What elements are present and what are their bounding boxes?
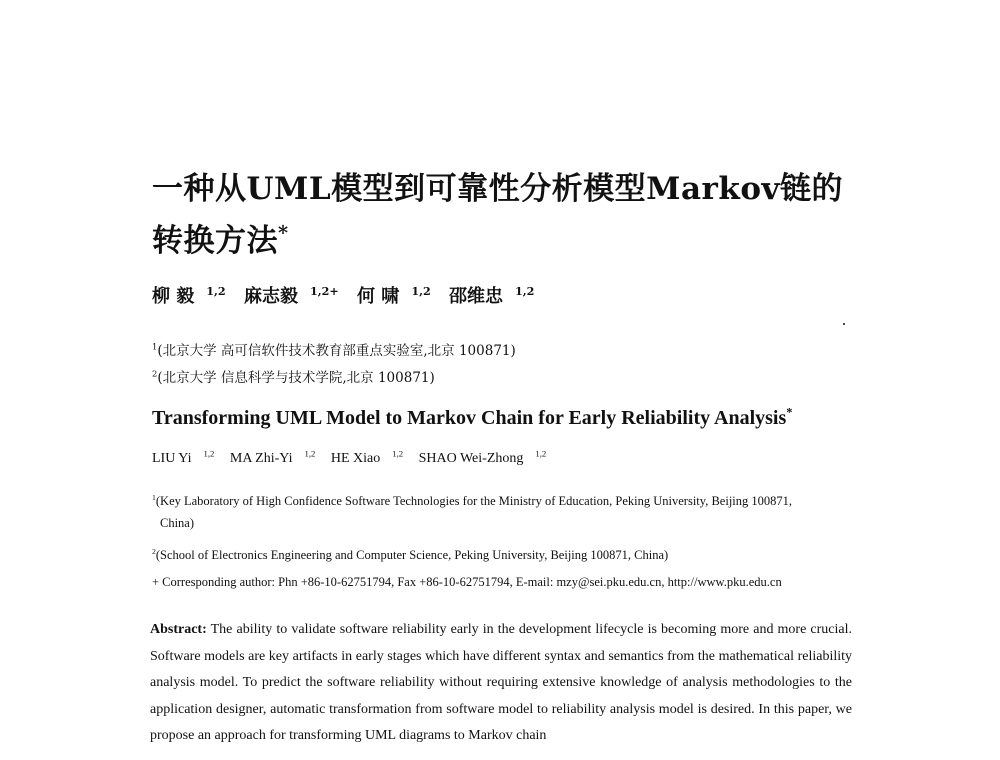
chinese-title	[152, 163, 872, 267]
author-en: MA Zhi-Yi $^{1,2}$	[229, 448, 316, 466]
english-title-text: Transforming UML Model to Markov Chain for Early Reliability Analysis	[152, 407, 787, 429]
chinese-title-text: 一种从UML模型到可靠性分析模型Markov链的转换方法	[152, 171, 844, 259]
chinese-affiliation: $^2$(北京大学 信息科学与技术学院,北京 100871)	[152, 368, 435, 386]
scan-speck	[843, 323, 845, 325]
author-en: SHAO Wei-Zhong $^{1,2}$	[418, 448, 547, 466]
english-affiliation: $^1$(Key Laboratory of High Confidence Software Technologies for the Ministry of Education, Peking University, Beijing 100871, China)	[152, 492, 793, 530]
author-cn: 柳 毅 $^{1,2}$	[152, 285, 226, 307]
abstract-label: Abstract:	[150, 622, 207, 637]
chinese-title-footnote-mark: *	[278, 221, 289, 245]
author-en: HE Xiao $^{1,2}$	[330, 448, 404, 466]
author-cn: 麻志毅 $^{1,2+}$	[243, 285, 339, 307]
english-affiliation: $^2$(School of Electronics Engineering and Computer Science, Peking University, Beijing 100871, China)	[152, 546, 669, 562]
english-authors	[152, 448, 558, 467]
author-cn: 邵维忠 $^{1,2}$	[449, 285, 535, 307]
author-en: LIU Yi $^{1,2}$	[152, 448, 215, 466]
english-title-footnote-mark: *	[786, 405, 793, 420]
abstract-text: The ability to validate software reliability early in the development lifecycle is becoming more and more crucial. Software models are key artifacts in early stages which have different syntax and semantics from the mathematical reliability analysis model. To predict the software reliability without requiring extensive knowledge of analysis methodologies to the application designer, automatic transformation from software model to reliability analysis model is desired. In this paper, we propose an approach for transforming UML diagrams to Markov chain	[150, 622, 852, 743]
author-cn: 何 啸 $^{1,2}$	[357, 285, 431, 307]
english-title	[152, 407, 792, 430]
corresponding-author: + Corresponding author: Phn +86-10-62751794, Fax +86-10-62751794, E-mail: mzy@sei.pku.edu.cn, http://www.pku.edu.cn	[152, 575, 782, 589]
abstract	[150, 617, 852, 750]
chinese-affiliation: $^1$(北京大学 高可信软件技术教育部重点实验室,北京 100871)	[152, 341, 516, 359]
chinese-authors	[152, 282, 546, 308]
